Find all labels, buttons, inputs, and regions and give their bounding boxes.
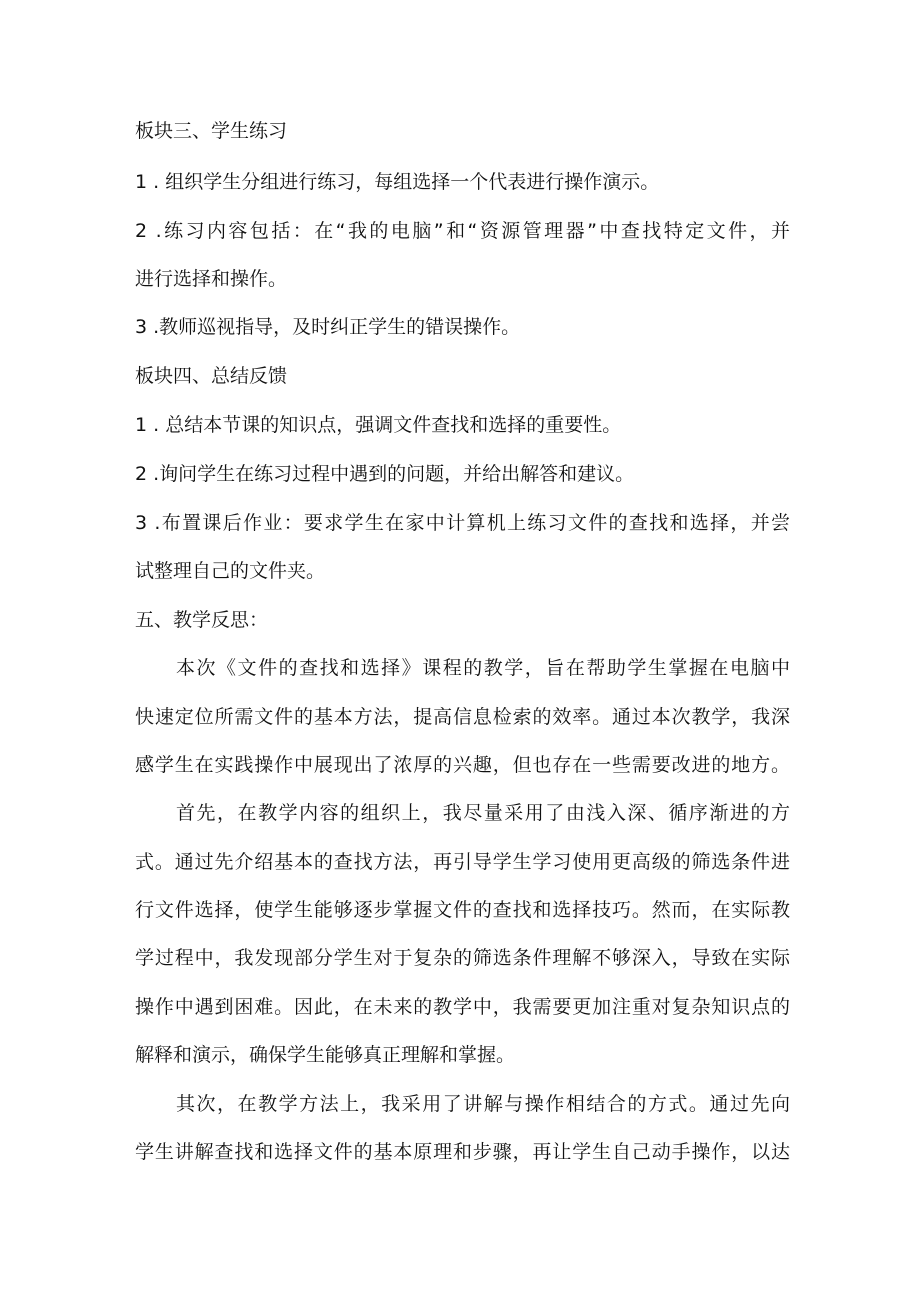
- list-item-4-1: 1 . 总结本节课的知识点，强调文件查找和选择的重要性。: [135, 414, 622, 436]
- paragraph-2-line-1: 首先，在教学内容的组织上，我尽量采用了由浅入深、循序渐进的方: [176, 802, 790, 824]
- section-heading-3: 板块三、学生练习: [135, 120, 288, 142]
- paragraph-3-line-2: 学生讲解查找和选择文件的基本原理和步骤，再让学生自己动手操作，以达: [135, 1141, 790, 1163]
- list-item-4-2: 2 .询问学生在练习过程中遇到的问题，并给出解答和建议。: [135, 463, 635, 485]
- paragraph-2-line-6: 解释和演示，确保学生能够真正理解和掌握。: [135, 1044, 516, 1066]
- paragraph-2-line-2: 式。通过先介绍基本的查找方法，再引导学生学习使用更高级的筛选条件进: [135, 851, 790, 873]
- paragraph-2-line-5: 操作中遇到困难。因此，在未来的教学中，我需要更加注重对复杂知识点的: [135, 996, 790, 1018]
- paragraph-1-line-2: 快速定位所需文件的基本方法，提高信息检索的效率。通过本次教学，我深: [135, 706, 790, 728]
- list-item-4-3-line-1: 3 .布置课后作业：要求学生在家中计算机上练习文件的查找和选择，并尝: [135, 512, 790, 534]
- section-heading-5: 五、教学反思：: [135, 609, 269, 631]
- list-item-3-3: 3 .教师巡视指导，及时纠正学生的错误操作。: [135, 316, 521, 338]
- paragraph-3-line-1: 其次，在教学方法上，我采用了讲解与操作相结合的方式。通过先向: [176, 1093, 790, 1115]
- paragraph-1-line-3: 感学生在实践操作中展现出了浓厚的兴趣，但也存在一些需要改进的地方。: [135, 754, 790, 776]
- paragraph-2-line-4: 学过程中，我发现部分学生对于复杂的筛选条件理解不够深入，导致在实际: [135, 947, 790, 969]
- list-item-3-2-line-2: 进行选择和操作。: [135, 268, 288, 290]
- list-item-3-2-line-1: 2 .练习内容包括：在“我的电脑”和“资源管理器”中查找特定文件，并: [135, 220, 790, 242]
- list-item-4-3-line-2: 试整理自己的文件夹。: [135, 560, 326, 582]
- paragraph-1-line-1: 本次《文件的查找和选择》课程的教学，旨在帮助学生掌握在电脑中: [176, 657, 790, 679]
- list-item-3-1: 1 . 组织学生分组进行练习，每组选择一个代表进行操作演示。: [135, 171, 660, 193]
- paragraph-2-line-3: 行文件选择，使学生能够逐步掌握文件的查找和选择技巧。然而，在实际教: [135, 899, 790, 921]
- section-heading-4: 板块四、总结反馈: [135, 365, 288, 387]
